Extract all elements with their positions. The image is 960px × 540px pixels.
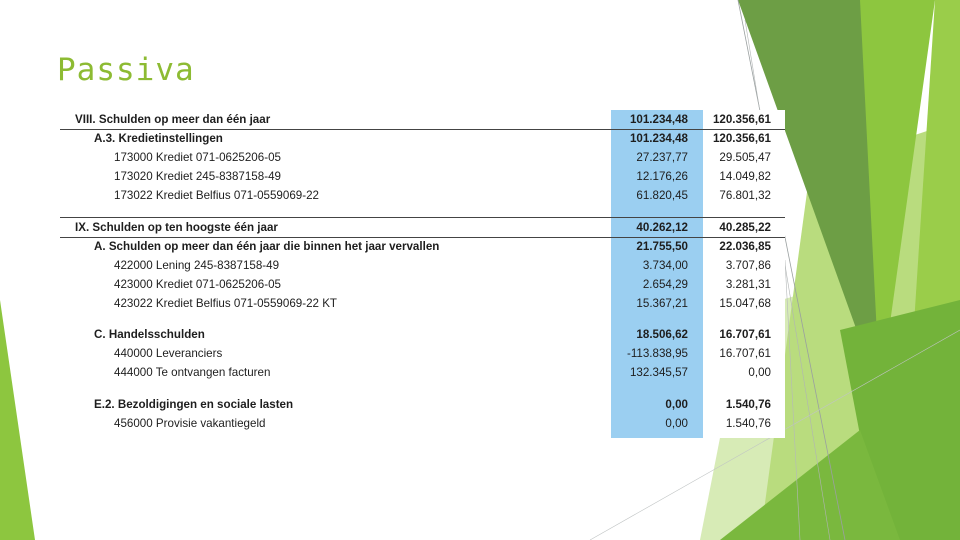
row-value-1: -113.838,95 [626, 347, 688, 360]
row-value-1: 101.234,48 [629, 113, 688, 126]
table-row [60, 167, 785, 186]
row-label: 456000 Provisie vakantiegeld [114, 417, 266, 430]
row-value-1: 12.176,26 [636, 170, 688, 183]
row-value-1: 3.734,00 [642, 259, 688, 272]
table-row [60, 110, 785, 130]
row-value-2: 0,00 [748, 366, 771, 379]
slide-title: Passiva [57, 52, 195, 88]
row-value-1: 61.820,45 [636, 189, 688, 202]
row-value-1: 101.234,48 [629, 132, 688, 145]
row-label: C. Handelsschulden [94, 328, 205, 341]
row-label: 173022 Krediet Belfius 071-0559069-22 [114, 189, 319, 202]
table-row [60, 129, 785, 148]
row-value-1: 132.345,57 [629, 366, 688, 379]
left-green-sliver [0, 300, 35, 540]
row-label: 173000 Krediet 071-0625206-05 [114, 151, 281, 164]
row-value-1: 0,00 [665, 417, 688, 430]
table-row [60, 186, 785, 205]
row-label: 423000 Krediet 071-0625206-05 [114, 278, 281, 291]
row-value-2: 16.707,61 [719, 347, 771, 360]
table-row [60, 256, 785, 275]
row-value-2: 1.540,76 [725, 417, 771, 430]
row-value-2: 29.505,47 [719, 151, 771, 164]
row-value-1: 40.262,12 [636, 221, 688, 234]
row-value-2: 76.801,32 [719, 189, 771, 202]
row-value-2: 40.285,22 [719, 221, 771, 234]
row-label: A. Schulden op meer dan één jaar die binnen het jaar vervallen [94, 240, 440, 253]
passiva-table [60, 108, 785, 438]
table-row [60, 414, 785, 433]
table-row [60, 395, 785, 414]
table-row [60, 237, 785, 256]
table-row [60, 294, 785, 313]
table-row [60, 363, 785, 382]
row-value-2: 120.356,61 [712, 132, 771, 145]
row-value-2: 22.036,85 [719, 240, 771, 253]
row-value-2: 14.049,82 [719, 170, 771, 183]
row-label: 444000 Te ontvangen facturen [114, 366, 271, 379]
row-value-2: 15.047,68 [719, 297, 771, 310]
row-value-1: 18.506,62 [636, 328, 688, 341]
table-row [60, 148, 785, 167]
row-label: VIII. Schulden op meer dan één jaar [75, 113, 271, 126]
row-value-2: 1.540,76 [725, 398, 771, 411]
row-value-2: 3.707,86 [725, 259, 771, 272]
table-row [60, 325, 785, 344]
row-label: 422000 Lening 245-8387158-49 [114, 259, 280, 272]
row-label: 173020 Krediet 245-8387158-49 [114, 170, 281, 183]
row-value-1: 15.367,21 [636, 297, 688, 310]
table-row [60, 217, 785, 238]
row-label: 423022 Krediet Belfius 071-0559069-22 KT [114, 297, 338, 310]
row-value-2: 3.281,31 [725, 278, 771, 291]
row-label: 440000 Leveranciers [114, 347, 223, 360]
row-label: E.2. Bezoldigingen en sociale lasten [94, 398, 294, 411]
row-value-1: 2.654,29 [642, 278, 688, 291]
row-value-1: 0,00 [665, 398, 688, 411]
row-label: IX. Schulden op ten hoogste één jaar [75, 221, 278, 234]
row-value-1: 21.755,50 [636, 240, 688, 253]
table-row [60, 344, 785, 363]
row-value-1: 27.237,77 [636, 151, 688, 164]
row-value-2: 16.707,61 [719, 328, 771, 341]
row-label: A.3. Kredietinstellingen [94, 132, 223, 145]
row-value-2: 120.356,61 [712, 113, 771, 126]
table-row [60, 275, 785, 294]
